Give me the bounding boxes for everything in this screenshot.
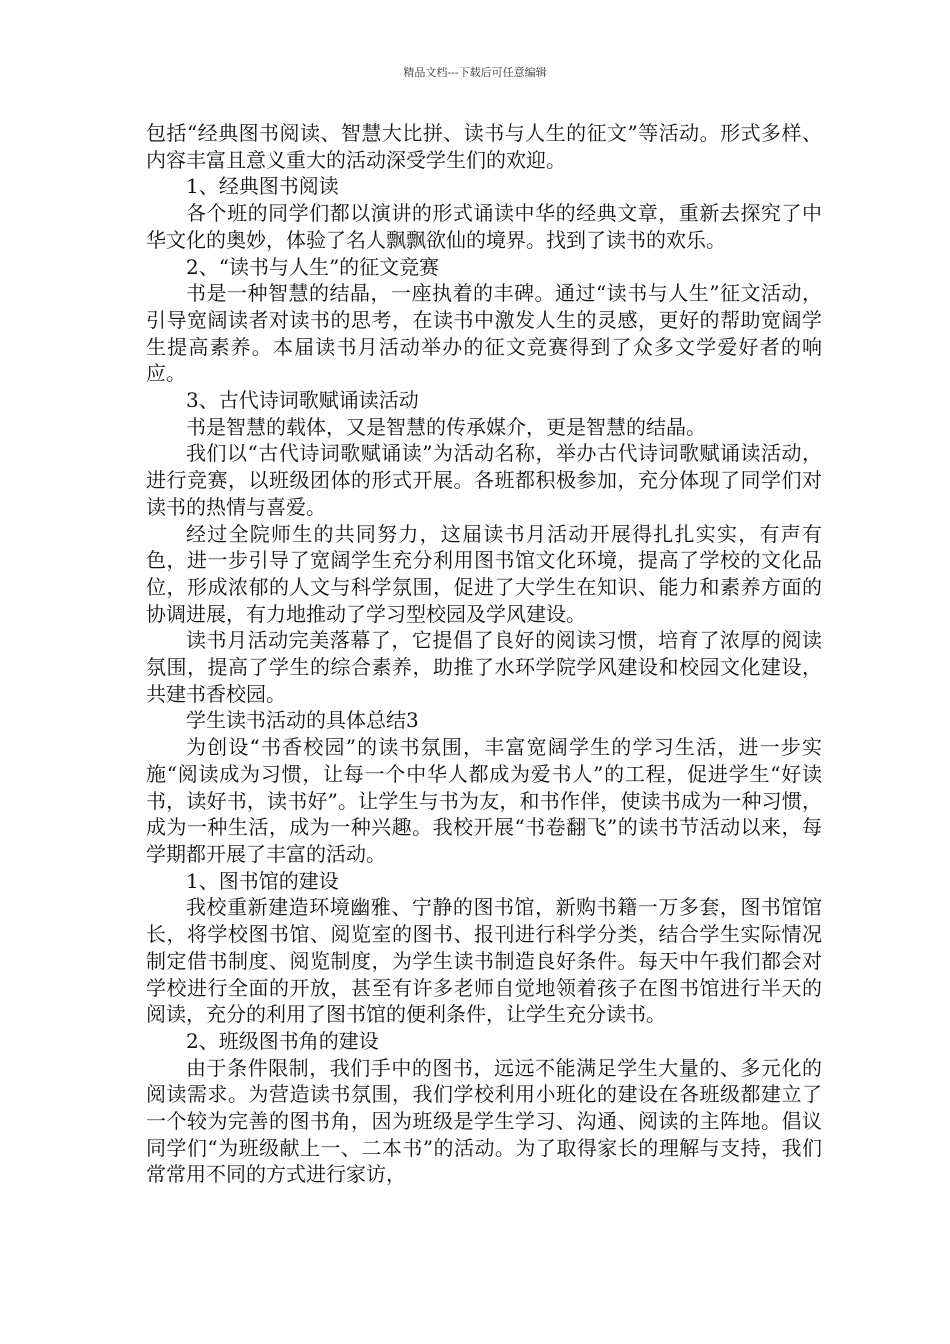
paragraph-7: 读书月活动完美落幕了，它提倡了良好的阅读习惯，培育了浓厚的阅读氛围，提高了学生的综合素养，助推了水环学院学风建设和校园文化建设，共建书香校园。 bbox=[146, 628, 822, 706]
paragraph-6: 经过全院师生的共同努力，这届读书月活动开展得扎扎实实，有声有色，进一步引导了宽阔学生充分利用图书馆文化环境，提高了学校的文化品位，形成浓郁的人文与科学氛围，促进了大学生在知识、能力和素养方面的协调进展，有力地推动了学习型校园及学风建设。 bbox=[146, 521, 822, 626]
paragraph-8: 为创设“书香校园”的读书氛围，丰富宽阔学生的学习生活，进一步实施“阅读成为习惯，让每一个中华人都成为爱书人”的工程，促进学生“好读书，读好书，读书好”。让学生与书为友，和书作伴，使读书成为一种习惯，成为一种生活，成为一种兴趣。我校开展“书卷翻飞”的读书节活动以来，每学期都开展了丰富的活动。 bbox=[146, 735, 822, 866]
heading-library-construction: 1、图书馆的建设 bbox=[186, 868, 339, 893]
paragraph-1: 包括“经典图书阅读、智慧大比拼、读书与人生的征文”等活动。形式多样、内容丰富且意义重大的活动深受学生们的欢迎。 bbox=[146, 121, 822, 172]
paragraph-4: 书是智慧的载体，又是智慧的传承媒介，更是智慧的结晶。 bbox=[186, 414, 706, 439]
page-header: 精品文档---下载后可任意编辑 bbox=[403, 66, 547, 79]
paragraph-2: 各个班的同学们都以演讲的形式诵读中华的经典文章，重新去探究了中华文化的奥妙，体验了名人飘飘欲仙的境界。找到了读书的欢乐。 bbox=[146, 201, 822, 252]
document-body bbox=[146, 120, 822, 1188]
heading-class-book-corner: 2、班级图书角的建设 bbox=[186, 1028, 379, 1053]
paragraph-5: 我们以“古代诗词歌赋诵读”为活动名称，举办古代诗词歌赋诵读活动，进行竞赛，以班级团体的形式开展。各班都积极参加，充分体现了同学们对读书的热情与喜爱。 bbox=[146, 441, 822, 519]
section-title-summary-3: 学生读书活动的具体总结3 bbox=[186, 708, 419, 733]
paragraph-10: 由于条件限制，我们手中的图书，远远不能满足学生大量的、多元化的阅读需求。为营造读书氛围，我们学校利用小班化的建设在各班级都建立了一个较为完善的图书角，因为班级是学生学习、沟通、阅读的主阵地。倡议同学们“为班级献上一、二本书”的活动。为了取得家长的理解与支持，我们常常用不同的方式进行家访， bbox=[146, 1055, 822, 1187]
heading-poetry-recital: 3、古代诗词歌赋诵读活动 bbox=[186, 388, 419, 413]
heading-classic-reading: 1、经典图书阅读 bbox=[186, 174, 339, 199]
paragraph-9: 我校重新建造环境幽雅、宁静的图书馆，新购书籍一万多套，图书馆馆长，将学校图书馆、阅览室的图书、报刊进行科学分类，结合学生实际情况制定借书制度、阅览制度，为学生读书制造良好条件。每天中午我们都会对学校进行全面的开放，甚至有许多老师自觉地领着孩子在图书馆进行半天的阅读，充分的利用了图书馆的便利条件，让学生充分读书。 bbox=[146, 895, 822, 1027]
heading-essay-contest: 2、“读书与人生”的征文竞赛 bbox=[186, 254, 440, 279]
paragraph-3: 书是一种智慧的结晶，一座执着的丰碑。通过“读书与人生”征文活动，引导宽阔读者对读书的思考，在读书中激发人生的灵感，更好的帮助宽阔学生提高素养。本届读书月活动举办的征文竞赛得到了众多文学爱好者的响应。 bbox=[146, 281, 822, 386]
